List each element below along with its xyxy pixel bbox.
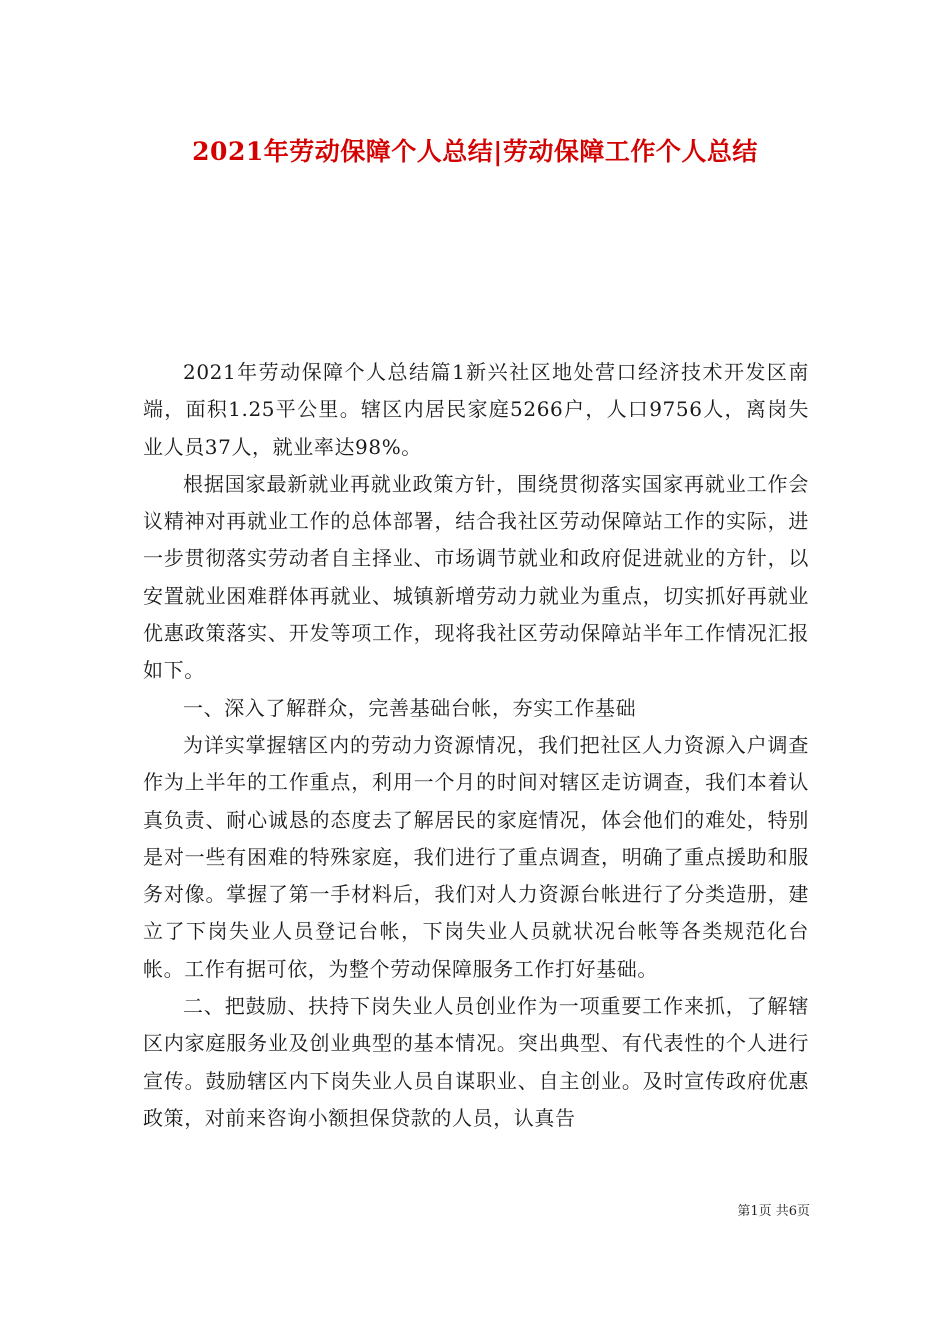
document-body [143, 354, 809, 1137]
paragraph-policy: 根据国家最新就业再就业政策方针，围绕贯彻落实国家再就业工作会议精神对再就业工作的总体部署，结合我社区劳动保障站工作的实际，进一步贯彻落实劳动者自主择业、市场调节就业和政府促进就业的方针，以安置就业困难群体再就业、城镇新增劳动力就业为重点，切实抓好再就业优惠政策落实、开发等项工作，现将我社区劳动保障站半年工作情况汇报如下。 [143, 471, 809, 683]
section-heading-1: 一、深入了解群众，完善基础台帐，夯实工作基础 [183, 695, 637, 720]
section-heading-2: 二、把鼓励、扶持下岗失业人员创业作为一项重要工作来抓，了解辖区内家庭服务业及创业典型的基本情况。突出典型、有代表性的个人进行宣传。鼓励辖区内下岗失业人员自谋职业、自主创业。及时宣传政府优惠政策，对前来咨询小额担保贷款的人员，认真告 [143, 994, 809, 1130]
paragraph-intro: 2021年劳动保障个人总结篇1新兴社区地处营口经济技术开发区南端，面积1.25平公里。辖区内居民家庭5266户，人口9756人，离岗失业人员37人，就业率达98%。 [143, 360, 809, 459]
document-title: 2021年劳动保障个人总结|劳动保障工作个人总结 [192, 137, 758, 166]
paragraph-survey: 为详实掌握辖区内的劳动力资源情况，我们把社区人力资源入户调查作为上半年的工作重点，利用一个月的时间对辖区走访调查，我们本着认真负责、耐心诚恳的态度去了解居民的家庭情况，体会他们的难处，特别是对一些有困难的特殊家庭，我们进行了重点调查，明确了重点援助和服务对像。掌握了第一手材料后，我们对人力资源台帐进行了分类造册，建立了下岗失业人员登记台帐，下岗失业人员就状况台帐等各类规范化台帐。工作有据可依，为整个劳动保障服务工作打好基础。 [143, 732, 809, 981]
page-number: 第1页 共6页 [737, 1204, 810, 1219]
